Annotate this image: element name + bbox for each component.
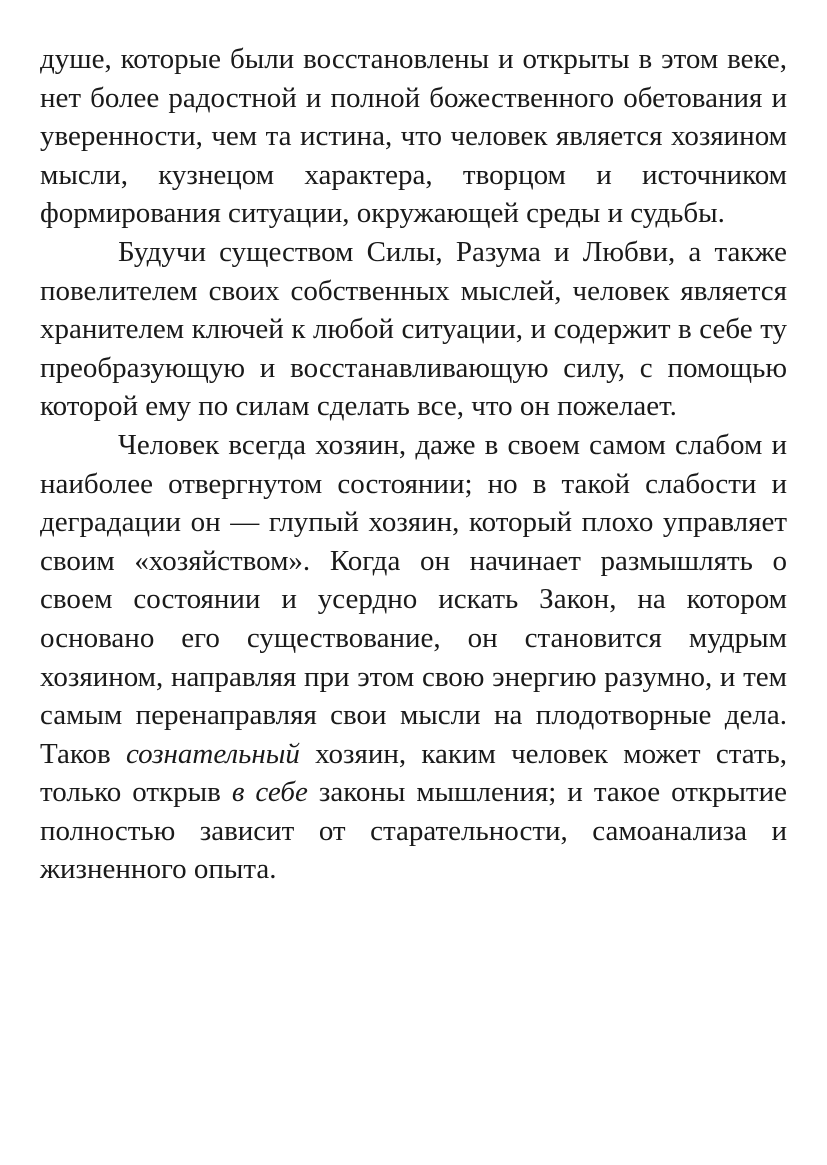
paragraph-1-text: душе, которые были восстановлены и открыты в этом веке, нет более радостной и полной божественного обетования и уверенности, чем та истина, что человек является хозяином мысли, кузнецом характера, творцом и источником формирования ситуации, окружающей среды и судьбы. [40, 43, 787, 230]
paragraph-2-text: Будучи существом Силы, Разума и Любви, а также повелителем своих собственных мыслей, человек является хранителем ключей к любой ситуации, и содержит в себе ту преобразующую и восстанавливающую силу, с помощью которой ему по силам сделать все, что он пожелает. [40, 235, 787, 423]
paragraph-1 [40, 40, 787, 233]
paragraph-3-text-c: законы мышления; и такое открытие полностью зависит от старательности, самоанализа и жизненного опыта. [40, 776, 788, 886]
paragraph-3-emphasis-conscious: сознательный [125, 737, 300, 770]
paragraph-3-text-b: хозяин, каким человек может стать, только открыв [40, 737, 787, 809]
document-page [40, 40, 787, 889]
paragraph-2 [40, 233, 787, 426]
paragraph-3-emphasis-in-self: в себе [231, 776, 308, 809]
paragraph-3-text-a: Человек всегда хозяин, даже в своем самом слабом и наиболее отвергнутом состоянии; но в такой слабости и деградации он — глупый хозяин, который плохо управляет своим «хозяйством». Когда он начинает размышлять о своем состоянии и усердно искать Закон, на котором основано его существование, он становится мудрым хозяином, направляя при этом свою энергию разумно, и тем самым перенаправляя свои мысли на плодотворные дела. Таков [40, 428, 787, 770]
paragraph-3 [40, 426, 787, 889]
